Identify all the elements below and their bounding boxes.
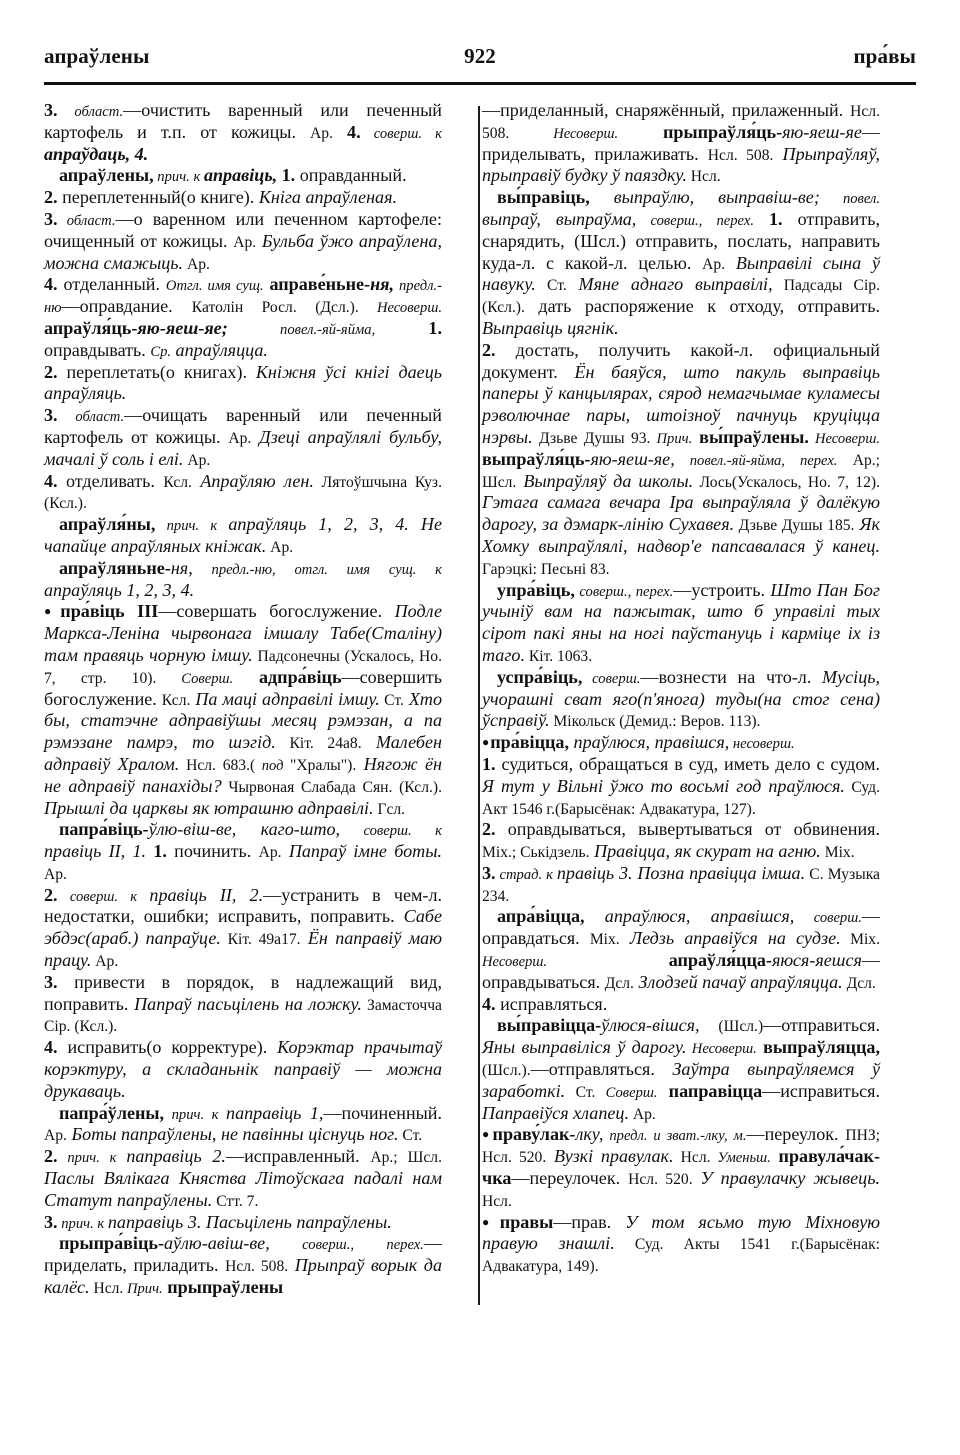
entry-text-run: 1. bbox=[146, 841, 167, 862]
entry-text-run: Міх. bbox=[820, 844, 855, 862]
entry-text-run: соверш., перех. bbox=[636, 212, 754, 229]
entry-text-run: Малебен адправіў Хралом. bbox=[44, 732, 442, 774]
entry-text-run: оправданный. bbox=[295, 165, 407, 186]
entry-text-run: пра́віць III bbox=[60, 601, 159, 622]
entry-text-run: Паправіўся хлапец. bbox=[482, 1102, 629, 1123]
entry-text-run: отделанный. bbox=[57, 274, 166, 295]
entry-text-run: выпраўля́ць- bbox=[482, 448, 591, 469]
entry-text-run: яюся-яешся bbox=[771, 950, 862, 971]
entry-text-run: паправіць 3. Пасьцілень папраўлены. bbox=[107, 1211, 392, 1232]
entry-text-run: папра́ўлены, bbox=[59, 1102, 165, 1123]
entry-bullet-icon bbox=[482, 732, 490, 752]
entry-text-run: починить. bbox=[166, 841, 259, 862]
entry-text-run: —совершить богослужение. bbox=[44, 666, 442, 709]
entry-text-run: 4. bbox=[44, 1037, 58, 1058]
entry-text-run: Нсл. bbox=[89, 1280, 124, 1298]
entry-text-run: правы bbox=[499, 1211, 554, 1232]
dictionary-entry bbox=[44, 1233, 442, 1298]
entry-text-run: 2. bbox=[44, 187, 58, 208]
entry-text-run: Вузкі правулак. bbox=[546, 1146, 674, 1167]
entry-text-run: Гсл. bbox=[373, 800, 406, 818]
entry-text-run: аўлю-авіш-ве, bbox=[163, 1233, 270, 1254]
entry-text-run: апраўляньне- bbox=[59, 557, 171, 578]
entry-text-run: соверш. к bbox=[57, 888, 150, 905]
dictionary-entry bbox=[482, 100, 880, 187]
entry-text-run: Соверш. bbox=[595, 1084, 658, 1101]
entry-text-run: соверш. bbox=[340, 823, 412, 840]
dictionary-entry bbox=[44, 405, 442, 470]
entry-text-run: к bbox=[411, 823, 442, 840]
entry-text-run: яю-яеш-яе, bbox=[590, 448, 675, 469]
entry-text-run: 2. bbox=[44, 884, 58, 905]
entry-text-run: апра́віцца, bbox=[497, 906, 585, 927]
entry-text-run: Выпраўляў да школы. bbox=[516, 470, 694, 491]
entry-text-run: предл. и зват.-лку, м. bbox=[603, 1128, 747, 1145]
entry-text-run: 3. bbox=[44, 208, 58, 229]
entry-text-run: област. bbox=[57, 212, 116, 229]
entry-text-run: Гарэцкі: Песьні 83. bbox=[482, 560, 610, 578]
dictionary-entry bbox=[482, 1212, 880, 1277]
entry-text-run: Уменьш. bbox=[710, 1150, 771, 1167]
entry-text-run: Дзеці апраўлялі бульбу, мачалі ў соль і елі. bbox=[44, 426, 442, 469]
entry-text-run: —переулочек. bbox=[511, 1168, 629, 1189]
dictionary-entry bbox=[44, 1146, 442, 1211]
entry-text-run: адпра́віць bbox=[233, 666, 342, 687]
entry-text-run: Кіт. 49а17. bbox=[220, 931, 301, 949]
entry-text-run: апраўляць 1, 2, 3, 4. bbox=[44, 579, 195, 600]
dictionary-entry bbox=[44, 819, 442, 884]
entry-text-run: отделивать. bbox=[57, 470, 164, 491]
entry-text-run: Корэктар прачытаў корэктуру, а складаньнік паправіў — можна друкаваць. bbox=[44, 1037, 442, 1101]
entry-text-run: Несоверш. bbox=[482, 954, 548, 971]
running-head-right-word: пра́вы bbox=[853, 44, 916, 68]
entry-text-run: Кніга апраўленая. bbox=[258, 187, 398, 208]
dictionary-entry bbox=[482, 994, 880, 1016]
entry-text-run: Ар. bbox=[266, 538, 294, 556]
dictionary-entry bbox=[44, 885, 442, 972]
entry-text-run: 3. bbox=[44, 405, 58, 426]
entry-text-run: прич. к bbox=[164, 1106, 227, 1123]
entry-text-run: прыпраўлены bbox=[162, 1277, 284, 1298]
dictionary-entry bbox=[44, 362, 442, 406]
entry-text-run: паправіць 2. bbox=[126, 1146, 226, 1167]
entry-text-run: —исправленный. bbox=[225, 1146, 371, 1167]
entry-text-run: —отправиться. bbox=[763, 1015, 880, 1036]
entry-text-run: Нсл. bbox=[673, 1149, 711, 1167]
entry-bullet-icon bbox=[482, 1124, 493, 1144]
entry-text-run: правіць II, 1. bbox=[44, 841, 147, 862]
entry-text-run: вы́праўлены. bbox=[692, 426, 809, 447]
entry-text-run: —отправляться. bbox=[530, 1059, 673, 1080]
dictionary-entry bbox=[44, 601, 442, 819]
entry-text-run: вы́правіцца- bbox=[497, 1015, 602, 1036]
dictionary-entry bbox=[44, 558, 442, 602]
entry-text-run: Ар. bbox=[233, 233, 257, 251]
entry-text-run: Нягож ён не адправіў панахіды? bbox=[44, 753, 442, 796]
entry-text-run: 2. bbox=[44, 361, 58, 382]
dictionary-entry bbox=[44, 165, 442, 187]
entry-text-run: Суд. Акт 1546 г.(Барысёнак: Адвакатура, 127). bbox=[482, 778, 880, 818]
entry-text-run: —устранить в чем-л. недостатки, ошибки; исправить, поправить. bbox=[44, 884, 443, 927]
entry-text-run: вы́правіць, bbox=[497, 187, 590, 208]
entry-text-run: оправдываться, вывертываться от обвинения. bbox=[495, 819, 880, 840]
entry-text-run: дать распоряжение к отходу, отправить. bbox=[524, 296, 880, 317]
entry-text-run: Апраўляю лен. bbox=[191, 470, 314, 491]
entry-text-run: Нсл. 520. bbox=[628, 1171, 693, 1189]
entry-text-run: Ар.; Шсл. bbox=[482, 451, 880, 491]
entry-text-run: ПНЗ; Нсл. 520. bbox=[482, 1127, 881, 1167]
entry-text-run: Боты папраўлены, не павінны ціснуць ног. bbox=[66, 1124, 399, 1145]
entry-text-run: Папраў пасьцілень на ложку. bbox=[134, 993, 362, 1014]
entry-text-run: Ст. bbox=[398, 1127, 423, 1145]
entry-text-run: Католін Росл. (Дсл.). bbox=[191, 299, 359, 317]
entry-text-run: упра́віць, bbox=[497, 579, 575, 600]
entry-text-run: Ксл. bbox=[161, 691, 191, 709]
entry-text-run: 2. bbox=[482, 819, 496, 840]
dictionary-entry bbox=[482, 1015, 880, 1124]
entry-text-run: апраўляць 1, 2, 3, 4. Не чапайце апраўляных кніжак. bbox=[44, 514, 442, 556]
entry-text-run: соверш. bbox=[582, 670, 641, 687]
entry-text-run: —совершать богослужение. bbox=[158, 601, 395, 622]
entry-text-run: 3. bbox=[44, 971, 58, 992]
entry-text-run: 3. bbox=[482, 862, 496, 883]
entry-text-run: выпраўляцца, bbox=[756, 1037, 880, 1058]
entry-text-run: яю-яеш-яе bbox=[782, 121, 862, 142]
entry-text-run: соверш. bbox=[794, 910, 862, 927]
right-column bbox=[460, 100, 880, 1415]
entry-text-run: ня, bbox=[370, 274, 394, 295]
entry-text-run: Нсл. 508. bbox=[707, 146, 774, 164]
entry-text-run: Нсл. 508. bbox=[482, 103, 880, 142]
entry-text-run: Мяне аднаго выправілі, bbox=[566, 274, 773, 295]
entry-text-run: 4. bbox=[333, 121, 361, 142]
column-divider bbox=[478, 106, 480, 1305]
dictionary-entry bbox=[482, 754, 880, 819]
entry-text-run: Бульба ўжо апраўлена, можна смажыць. bbox=[44, 230, 442, 273]
page-columns bbox=[44, 100, 916, 1415]
entry-text-run: Несоверш. bbox=[808, 430, 880, 447]
entry-text-run: Нсл. bbox=[482, 1192, 512, 1210]
entry-text-run: Ён паправіў маю працу. bbox=[44, 928, 442, 971]
entry-text-run: соверш., перех. bbox=[574, 583, 674, 600]
entry-text-run: Сабе эбдэс(араб.) папраўце. bbox=[44, 906, 442, 949]
dictionary-entry bbox=[44, 1037, 442, 1102]
entry-text-run: прич. к bbox=[155, 518, 229, 535]
entry-text-run: Заўтра выпраўляемся ў заработкі. bbox=[482, 1059, 880, 1101]
entry-text-run: Кіт. 24а8. bbox=[275, 735, 362, 753]
entry-text-run: 4. bbox=[44, 274, 58, 295]
entry-text-run: —оправдание. bbox=[61, 296, 192, 317]
dictionary-entry bbox=[482, 819, 880, 863]
entry-text-run: Кніжня ўсі кнігі даець апраўляць. bbox=[44, 361, 442, 404]
dictionary-entry bbox=[44, 187, 442, 209]
entry-text-run: (Шсл.) bbox=[699, 1018, 764, 1036]
entry-text-run: Падсонечны (Ускалось, Но. 7, стр. 10). bbox=[44, 647, 442, 687]
entry-text-run: Прышлі да царквы як ютрашню адправілі. bbox=[44, 797, 374, 818]
entry-text-run: Соверш. bbox=[156, 670, 234, 687]
entry-text-run: Нсл. 683.( bbox=[179, 756, 256, 774]
entry-text-run: —устроить. bbox=[673, 579, 771, 600]
entry-text-run: Прич. bbox=[123, 1281, 163, 1298]
entry-text-run: —о варенном или печенном картофеле: очищенный от кожицы. bbox=[44, 208, 442, 251]
entry-text-run: Правіцца, як скурат на агню. bbox=[589, 841, 821, 862]
entry-text-run: Ср. bbox=[150, 343, 172, 360]
entry-text-run: паправіцца bbox=[657, 1080, 763, 1101]
entry-text-run: ўлю-віш-ве, каго-што, bbox=[148, 819, 341, 840]
entry-text-run: привести в порядок, в надлежащий вид, поправить. bbox=[44, 971, 442, 1014]
dictionary-entry bbox=[482, 187, 880, 340]
dictionary-entry bbox=[44, 274, 442, 361]
entry-text-run: Ён баяўся, што пакуль выправіць паперы ў канцылярах, сярод немагчымае куламесы рэволючнае пары, штоізноў пачнуць круціцца нэрвы. bbox=[482, 361, 880, 447]
dictionary-entry bbox=[44, 1103, 442, 1147]
entry-text-run: Міх. bbox=[589, 931, 620, 949]
dictionary-entry bbox=[44, 209, 442, 274]
entry-text-run: Ксл. bbox=[163, 473, 192, 491]
entry-text-run: к bbox=[189, 169, 204, 186]
entry-text-run: област. bbox=[57, 104, 124, 120]
entry-text-run: —исправиться. bbox=[762, 1080, 880, 1101]
entry-text-run: —очистить варенный или печенный картофель и т.п. от кожицы. bbox=[44, 100, 442, 142]
entry-text-run: Ар. bbox=[44, 865, 67, 883]
entry-text-run: 1. bbox=[375, 317, 442, 338]
entry-text-run: судиться, обращаться в суд, иметь дело с судом. bbox=[495, 753, 880, 774]
entry-text-run: —оправдываться. bbox=[482, 950, 880, 992]
entry-text-run: Ар. bbox=[44, 1127, 67, 1145]
entry-text-run: Ар. bbox=[628, 1105, 656, 1123]
dictionary-entry bbox=[482, 863, 880, 907]
entry-text-run: апраўля́ць- bbox=[44, 317, 138, 338]
entry-text-run: страд. к bbox=[495, 866, 557, 883]
entry-text-run: Ст. bbox=[379, 691, 404, 709]
entry-text-run: област. bbox=[57, 409, 125, 426]
entry-text-run: Як Хомку выпраўлялі, надвор'е папсавалася ў канец. bbox=[482, 514, 880, 556]
entry-text-run: паправіць 1, bbox=[226, 1102, 324, 1123]
dictionary-entry bbox=[482, 1124, 880, 1211]
entry-text-run: яю-яеш-яе; bbox=[137, 317, 228, 338]
entry-text-run: успра́віць, bbox=[497, 666, 583, 687]
entry-text-run: переплетенный(о книге). bbox=[57, 187, 259, 208]
entry-text-run: Ар. bbox=[91, 953, 119, 971]
entry-text-run: предл.-ню bbox=[44, 278, 442, 317]
entry-text-run: —вознести на что-л. bbox=[640, 666, 823, 687]
entry-text-run: Прич. bbox=[650, 430, 693, 447]
entry-text-run: достать, получить какой-л. официальный документ. bbox=[482, 339, 880, 382]
entry-text-run: апраўля́ны, bbox=[59, 514, 156, 535]
entry-text-run: Ст. bbox=[535, 277, 567, 295]
entry-text-run: выпраўлю, выправіш-ве; bbox=[589, 187, 820, 208]
entry-text-run: 3. bbox=[44, 1211, 58, 1232]
entry-text-run: Ар. bbox=[183, 451, 211, 469]
entry-text-run: Стт. 7. bbox=[212, 1192, 259, 1210]
entry-text-run: —оправдаться. bbox=[482, 906, 880, 949]
entry-text-run: Ар. bbox=[702, 255, 726, 273]
dictionary-entry bbox=[482, 580, 880, 667]
dictionary-entry bbox=[44, 972, 442, 1037]
entry-text-run: Дзьве Душы 185. bbox=[734, 517, 855, 535]
dictionary-entry bbox=[482, 667, 880, 732]
entry-text-run: апраўля́цца- bbox=[547, 950, 772, 971]
entry-text-run: прыпраўля́ць- bbox=[618, 121, 783, 142]
entry-text-run: —починенный. bbox=[323, 1102, 442, 1123]
entry-text-run: Дсл. bbox=[604, 974, 634, 992]
dictionary-entry bbox=[44, 514, 442, 558]
entry-text-run: Злодзей пачаў апраўляцца. bbox=[633, 971, 843, 992]
entry-text-run: Дсл. bbox=[842, 974, 876, 992]
entry-text-run: прич. к bbox=[57, 1215, 108, 1232]
page-number: 922 bbox=[464, 44, 496, 68]
entry-text-run: Я тут у Вільні ўжо то восьмі год праўлюся. bbox=[482, 775, 845, 796]
entry-text-run: Несоверш. bbox=[686, 1041, 757, 1058]
entry-text-run: прыпра́віць- bbox=[59, 1233, 164, 1254]
entry-text-run: повел.-яй-яйма, bbox=[227, 321, 376, 338]
dictionary-entry bbox=[44, 100, 442, 165]
entry-bullet-icon bbox=[482, 1212, 500, 1232]
entry-text-run: Суд. Акты 1541 г.(Барысёнак: Адвакатура, 149). bbox=[482, 1236, 880, 1276]
entry-text-run: У правулачку жывець. bbox=[692, 1168, 880, 1189]
entry-text-run: Ар. bbox=[228, 429, 252, 447]
entry-text-run: прич. к bbox=[57, 1150, 127, 1167]
entry-text-run: Хто бы, статэчне адправіўшы месяц рэмэзан, а па рэмэзане памрэ, то шэгід. bbox=[44, 688, 442, 753]
entry-text-run: Чырвоная Слабада Сян. (Ксл.). bbox=[221, 778, 443, 796]
entry-text-run: —очищать варенный или печенный картофель от кожицы. bbox=[44, 405, 442, 447]
entry-text-run: лку, bbox=[575, 1124, 604, 1145]
entry-text-run: Прыпраў ворык да калёс. bbox=[44, 1255, 442, 1298]
entry-text-run: Нсл. 508. bbox=[225, 1258, 289, 1276]
entry-text-run: Мікольск (Демид.: Веров. 113). bbox=[549, 713, 761, 731]
entry-text-run: к bbox=[421, 125, 442, 142]
entry-text-run: Што Пан Бог учыніў вам на пажытак, што б управілі тых сірот пакі яны на ногі паўстануць і карміце іх із таго. bbox=[482, 579, 880, 665]
entry-text-run: 1. bbox=[753, 208, 783, 229]
entry-text-run: —переулок. bbox=[746, 1124, 846, 1145]
entry-text-run: исправить(о корректуре). bbox=[57, 1037, 278, 1058]
entry-text-run: Па маці адправілі імшу. bbox=[190, 688, 380, 709]
entry-text-run: —приделать, приладить. bbox=[44, 1233, 442, 1276]
entry-bullet-icon bbox=[44, 601, 60, 621]
entry-text-run: Отгл. имя сущ. bbox=[165, 278, 264, 295]
entry-text-run: исправляться. bbox=[495, 993, 608, 1014]
entry-text-run: предл.-ню, отгл. имя сущ. к bbox=[192, 561, 442, 578]
dictionary-entry bbox=[44, 1212, 442, 1234]
entry-text-run: Паслы Вялікага Княства Літоўскага падалі нам Статут папраўлены. bbox=[44, 1168, 442, 1210]
entry-text-run: под bbox=[255, 757, 291, 774]
entry-text-run: Дзьве Душы 93. bbox=[532, 429, 651, 447]
entry-text-run: аправіць, bbox=[203, 165, 278, 186]
entry-text-run: соверш., перех. bbox=[269, 1237, 424, 1254]
entry-text-run: Подле Маркса-Леніна чырвонага імшалу Табе(Сталіну) там правяць чорную імшу. bbox=[44, 601, 442, 665]
dictionary-entry bbox=[482, 732, 880, 754]
entry-text-run: У том ясьмо тую Міхновую правую знашлі. bbox=[482, 1211, 880, 1254]
entry-text-run: —прав. bbox=[553, 1211, 626, 1232]
entry-text-run: "Хралы"). bbox=[290, 756, 357, 774]
running-head bbox=[44, 44, 916, 78]
entry-text-run: праўлюся, правішся, bbox=[569, 732, 730, 753]
entry-text-run: Ст. bbox=[565, 1083, 596, 1101]
entry-text-run: Ар. bbox=[183, 255, 210, 273]
entry-text-run: 3. bbox=[44, 100, 58, 120]
entry-text-run: Папраў імне боты. bbox=[281, 841, 443, 862]
running-head-left-word: апраўлены bbox=[44, 44, 150, 68]
entry-text-run: Несоверш. bbox=[509, 125, 619, 142]
entry-text-run: правула́чак-чка bbox=[482, 1146, 881, 1189]
entry-text-run: Ар. bbox=[258, 844, 282, 862]
entry-text-run: выпраў, выпраўма, bbox=[482, 208, 637, 229]
entry-text-run: правіць II, 2. bbox=[149, 884, 264, 905]
entry-text-run: Ар. bbox=[310, 124, 333, 142]
entry-text-run: Міх.; Ськідзель. bbox=[482, 844, 590, 862]
left-column bbox=[44, 100, 460, 1415]
entry-text-run: ўлюся-вішся, bbox=[601, 1015, 700, 1036]
entry-text-run: Падсады Сір. (Ксл.). bbox=[482, 277, 880, 317]
entry-text-run: ня, bbox=[170, 557, 193, 578]
entry-text-run: аправе́ньне- bbox=[263, 274, 371, 295]
entry-text-run: праву́лак- bbox=[492, 1124, 576, 1145]
entry-text-run: Кіт. 1063. bbox=[524, 647, 593, 665]
dictionary-entry bbox=[482, 340, 880, 580]
header-rule bbox=[44, 82, 916, 85]
entry-text-run: апраўлюся, аправішся, bbox=[584, 906, 795, 927]
entry-text-run: Замасточча Сір. (Ксл.). bbox=[44, 996, 442, 1036]
entry-text-run: 4. bbox=[482, 993, 496, 1014]
dictionary-entry bbox=[482, 906, 880, 993]
entry-text-run: 1. bbox=[277, 165, 296, 186]
dictionary-entry bbox=[44, 471, 442, 515]
entry-text-run: Гэтага самага вечара Іра выпраўляла ў далёкую дарогу, за дэмарк-лінію Сухавея. bbox=[482, 492, 880, 535]
entry-text-run: Прыпраўляў, прыправіў будку ў паяздку. bbox=[482, 143, 880, 186]
entry-text-run: повел.-яй-яйма, перех. bbox=[674, 452, 838, 469]
entry-text-run: Выправілі сына ў навуку. bbox=[482, 252, 880, 295]
entry-text-run: оправдывать. bbox=[44, 339, 151, 360]
entry-text-run: 4. bbox=[44, 470, 58, 491]
entry-text-run: отправить, снарядить, (Шсл.) отправить, послать, направить куда-л. с какой-л. целью. bbox=[482, 208, 880, 273]
entry-text-run: —приделывать, прилаживать. bbox=[482, 121, 880, 164]
entry-text-run: 2. bbox=[44, 1146, 58, 1167]
entry-text-run: соверш. bbox=[360, 125, 422, 142]
entry-text-run: Выправіць цягнік. bbox=[482, 317, 619, 338]
entry-text-run: —приделанный, снаряжённый, прилаженный. bbox=[482, 100, 851, 120]
entry-text-run: Нсл. bbox=[686, 168, 721, 186]
entry-text-run: 1. bbox=[482, 753, 496, 774]
entry-text-run: переплетать(о книгах). bbox=[57, 361, 256, 382]
entry-text-run: папра́віць- bbox=[59, 819, 149, 840]
entry-text-run: апраўлены, bbox=[59, 165, 154, 186]
entry-text-run: Міх. bbox=[840, 931, 880, 949]
entry-text-run: несоверш. bbox=[729, 736, 795, 753]
entry-text-run: Мусіць, учорашні сват яго(п'янога) туды(на стог сена) ўсправіў. bbox=[482, 666, 880, 731]
entry-text-run: Лятоўшчына Куз. (Ксл.). bbox=[44, 473, 442, 513]
entry-text-run: Яны выправіліся ў дарогу. bbox=[482, 1037, 687, 1058]
entry-text-run: Лось(Ускалось, Но. 7, 12). bbox=[693, 473, 880, 491]
entry-text-run: 2. bbox=[482, 339, 496, 360]
entry-text-run: пра́віцца, bbox=[490, 732, 570, 753]
entry-text-run: повел. bbox=[819, 191, 880, 208]
entry-text-run: Ар.; Шсл. bbox=[370, 1149, 442, 1167]
entry-text-run: Несоверш. bbox=[358, 300, 442, 317]
entry-text-run: правіць 3. Позна правіцца імша. bbox=[556, 862, 806, 883]
entry-text-run: (Шсл.). bbox=[482, 1062, 531, 1080]
entry-text-run: Ледзь аправіўся на судзе. bbox=[619, 928, 841, 949]
entry-text-run: апраўляцца. bbox=[171, 339, 268, 360]
entry-text-run: С. Музыка 234. bbox=[482, 865, 880, 905]
entry-text-run: апраўдаць, 4. bbox=[44, 143, 149, 164]
entry-text-run: прич. bbox=[153, 169, 190, 186]
